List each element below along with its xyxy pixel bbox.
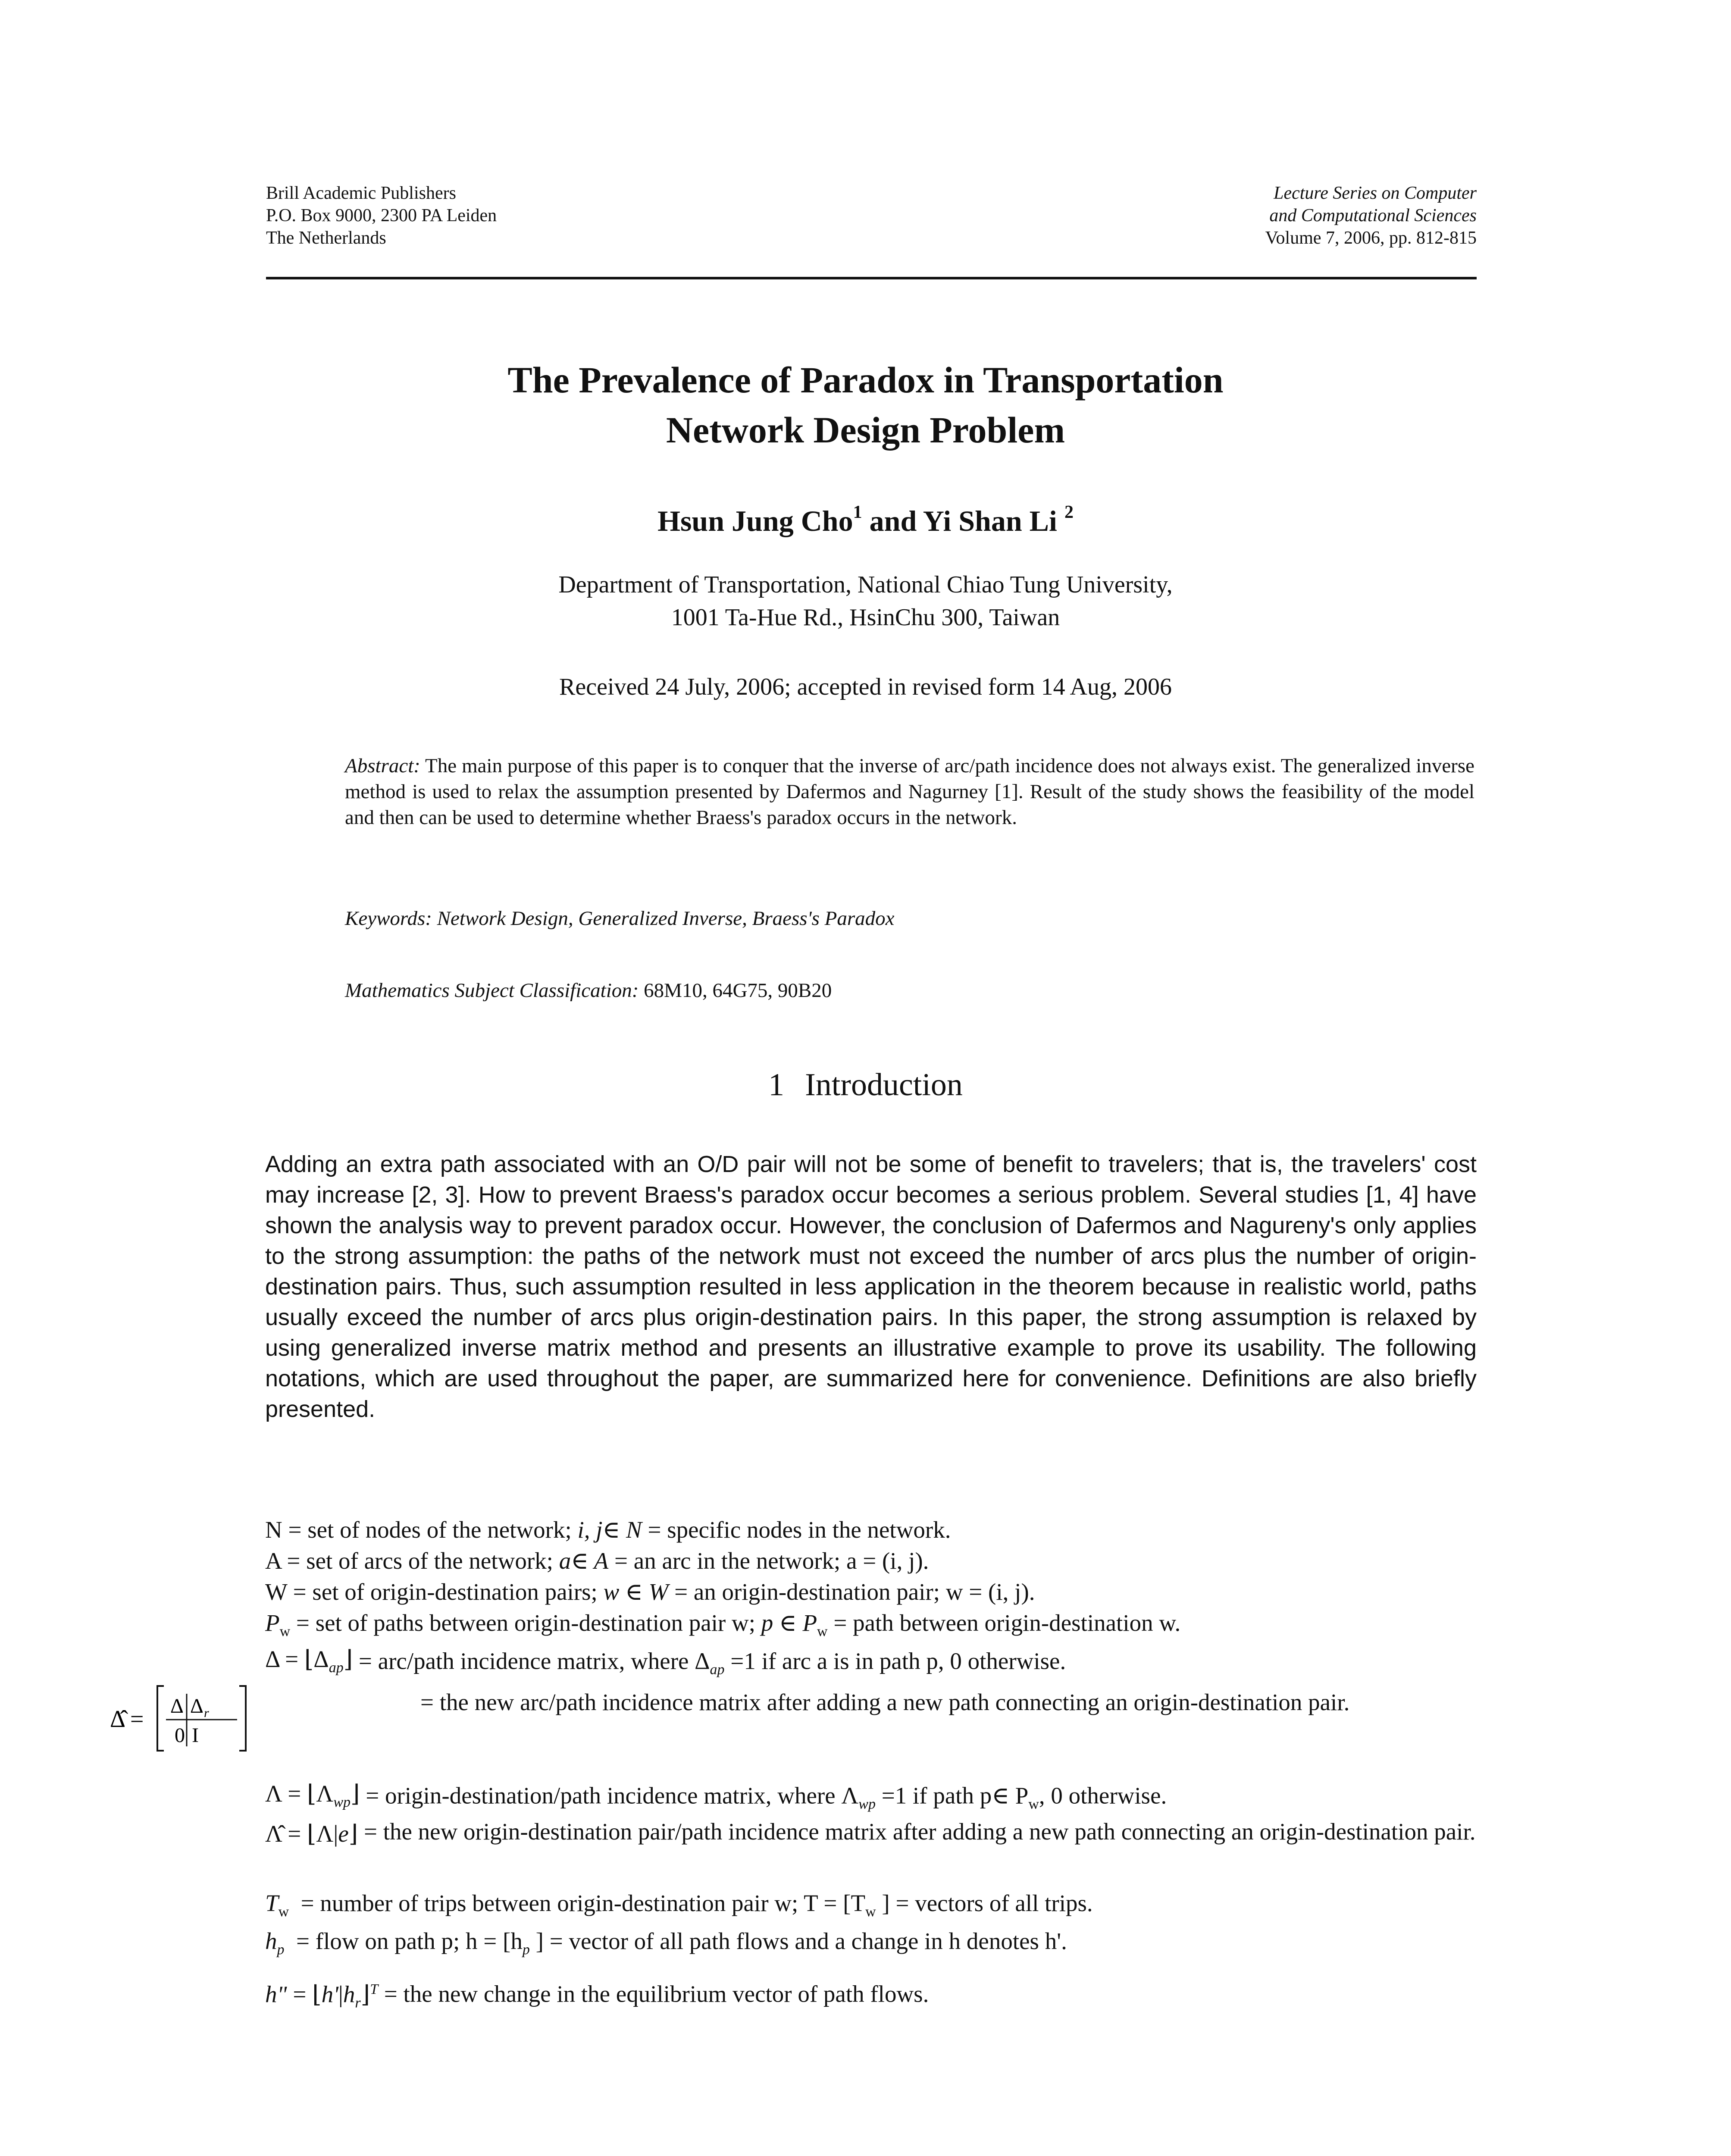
author-list xyxy=(0,501,1731,540)
series-name-line2: and Computational Sciences xyxy=(1269,206,1477,226)
svg-text:Δ: Δ xyxy=(170,1695,184,1717)
volume-pages: Volume 7, 2006, pp. 812-815 xyxy=(1265,228,1477,248)
affiliation-line2: 1001 Ta-Hue Rd., HsinChu 300, Taiwan xyxy=(671,604,1060,631)
def-new-incidence-matrix: Δ̂ = Δ Δ r 0 I = the new arc/path incidence matrix after adding a new path connecting an origin-destination pair. xyxy=(265,1686,1477,1719)
keywords xyxy=(345,906,895,931)
def-nodes: N = set of nodes of the network; i, j∈ N = specific nodes in the network. xyxy=(265,1517,951,1543)
delta-hat-block-matrix xyxy=(110,1682,248,1755)
publisher-address: P.O. Box 9000, 2300 PA Leiden xyxy=(266,206,497,226)
title-line1: The Prevalence of Paradox in Transportation xyxy=(507,359,1224,401)
h-new-formula: h" = $⌊h'|h_r⌋^T$ xyxy=(265,1981,378,2011)
abstract xyxy=(345,753,1474,830)
def-path-flow: $h_p$ = flow on path p; $h = [h_p$ ] = vector of all path flows and a change in h denotes h'. xyxy=(265,1928,1067,1958)
section-title: Introduction xyxy=(805,1067,963,1103)
publisher-header xyxy=(266,182,497,249)
author-connector: and xyxy=(869,505,917,537)
def-incidence-matrix: $\Delta = ⌊\Delta_{ap}⌋$ = arc/path incidence matrix, where $\Delta_{ap} =1$ if arc a is in path p, 0 otherwise. xyxy=(265,1643,1066,1686)
delta-matrix-formula: $\Delta = ⌊\Delta_{ap}⌋$ xyxy=(265,1646,353,1676)
def-od-path-matrix: $\Lambda = ⌊\Lambda_{wp}⌋$ = origin-destination/path incidence matrix, where $\Lambda_{wp} =1$ if path p∈ $P_w$, 0 otherwise. xyxy=(265,1777,1167,1821)
svg-text:r: r xyxy=(204,1706,209,1720)
series-name-line1: Lecture Series on Computer xyxy=(1274,183,1477,203)
def-new-od-path-matrix: Λ̂ = ⌊Λ|e⌋ = the new origin-destination pair/path incidence matrix after adding a new path connecting an origin-destination pair. xyxy=(265,1815,1477,1850)
journal-header xyxy=(1265,182,1477,249)
affiliation xyxy=(0,568,1731,634)
lambda-matrix-formula: $\Lambda = ⌊\Lambda_{wp}⌋$ xyxy=(265,1780,360,1810)
def-new-flow-change: h" = $⌊h'|h_r⌋^T$ = the new change in the equilibrium vector of path flows. xyxy=(265,1973,929,2019)
author-1-mark: 1 xyxy=(853,502,862,522)
author-2-mark: 2 xyxy=(1064,502,1074,522)
def-od-pairs: W = set of origin-destination pairs; w ∈ W = an origin-destination pair; w = (i, j). xyxy=(265,1579,1035,1605)
section-number: 1 xyxy=(768,1067,785,1103)
author-2: Yi Shan Li xyxy=(923,505,1057,537)
publisher-country: The Netherlands xyxy=(266,228,386,248)
svg-text:I: I xyxy=(192,1724,199,1747)
svg-text:Δ̂ =: Δ̂ = xyxy=(110,1706,144,1733)
header-rule xyxy=(266,277,1477,279)
def-trips: $T_w$ = number of trips between origin-destination pair w; $T = [T_w$ ] = vectors of all trips. xyxy=(265,1890,1093,1920)
intro-paragraph: Adding an extra path associated with an O/D pair will not be some of benefit to travelers; that is, the travelers' cost may increase [2, 3]. How to prevent Braess's paradox occur becomes a serious problem. Several studies [1, 4] have shown the analysis way to prevent paradox occur. However, the conclusion of Dafermos and Nagureny's only applies to the strong assumption: the paths of the network must not exceed the number of arcs plus the number of origin-destination pairs. Thus, such assumption resulted in less application in the theorem because in realistic world, paths usually exceed the number of arcs plus origin-destination pairs. In this paper, the strong assumption is relaxed by using generalized inverse matrix method and presents an illustrative example to prove its usability. The following notations, which are used throughout the paper, are summarized here for convenience. Definitions are also briefly presented. xyxy=(265,1151,1477,1422)
abstract-label: Abstract: xyxy=(345,755,420,777)
paper-title xyxy=(0,355,1731,455)
def-arcs: A = set of arcs of the network; a∈ A = an arc in the network; a = (i, j). xyxy=(265,1548,929,1574)
author-1: Hsun Jung Cho xyxy=(657,505,853,537)
received-dates: Received 24 July, 2006; accepted in revised form 14 Aug, 2006 xyxy=(559,674,1172,700)
affiliation-line1: Department of Transportation, National Chiao Tung University, xyxy=(558,571,1173,598)
def-paths: $P_w$ = set of paths between origin-destination pair w; p ∈ $P_w$ = path between origin-destination w. xyxy=(265,1610,1181,1639)
msc-label: Mathematics Subject Classification: xyxy=(345,979,639,1002)
abstract-text: The main purpose of this paper is to conquer that the inverse of arc/path incidence does not always exist. The generalized inverse method is used to relax the assumption presented by Dafermos and Nagurney [1]. Result of the study shows the feasibility of the model and then can be used to determine whether Braess's paradox occurs in the network. xyxy=(345,755,1474,829)
svg-text:0: 0 xyxy=(175,1724,185,1747)
section-heading xyxy=(0,1064,1731,1106)
publisher-name: Brill Academic Publishers xyxy=(266,183,456,203)
keywords-label: Keywords: xyxy=(345,907,432,930)
lambda-hat-formula: Λ̂ = ⌊Λ|e⌋ xyxy=(265,1821,358,1847)
msc-codes: 68M10, 64G75, 90B20 xyxy=(644,979,832,1002)
title-line2: Network Design Problem xyxy=(666,409,1065,451)
msc-classification xyxy=(345,978,832,1003)
keywords-text: Network Design, Generalized Inverse, Braess's Paradox xyxy=(437,907,895,930)
svg-text:Δ: Δ xyxy=(190,1695,203,1717)
